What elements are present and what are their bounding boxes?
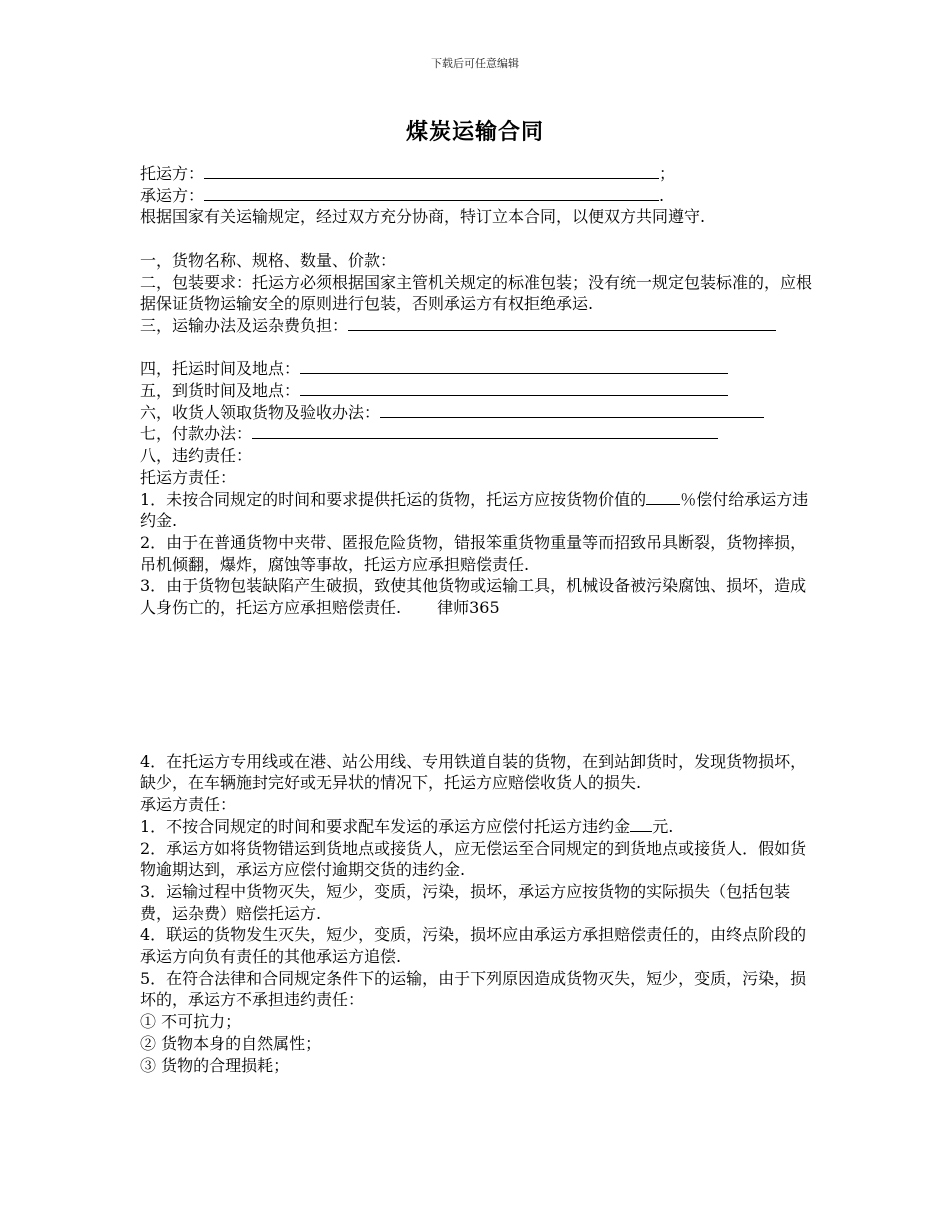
section-6-line <box>140 402 820 424</box>
carrier-liability-1-tail: 元. <box>652 816 674 836</box>
shipper-blank[interactable] <box>204 163 659 179</box>
penalty-amount-blank[interactable] <box>630 816 652 832</box>
exemption-item-2: ② 货物本身的自然属性； <box>140 1033 322 1053</box>
section-5: 五，到货时间及地点： <box>140 381 301 400</box>
carrier-end: . <box>659 185 665 205</box>
carrier-liability-3: 3．运输过程中货物灭失，短少，变质，污染，损坏，承运方应按货物的实际损失（包括包装费，运杂费）赔偿托运方. <box>140 881 791 923</box>
section-5-line <box>140 380 820 402</box>
carrier-line <box>140 185 820 207</box>
carrier-liability-1 <box>140 816 820 838</box>
exemption-item-3: ③ 货物的合理损耗； <box>140 1055 290 1075</box>
section-3-blank[interactable] <box>348 315 776 331</box>
section-7-blank[interactable] <box>252 423 718 439</box>
section-2: 二，包装要求：托运方必须根据国家主管机关规定的标准包装；没有统一规定包装标准的，应根据保证货物运输安全的原则进行包装，否则承运方有权拒绝承运. <box>140 272 813 314</box>
shipper-liability-heading: 托运方责任： <box>140 467 237 487</box>
section-7: 七，付款办法： <box>140 424 253 444</box>
watermark-text: 律师365 <box>437 598 500 618</box>
carrier-liability-4: 4．联运的货物发生灭失，短少，变质，污染，损坏应由承运方承担赔偿责任的，由终点阶段的承运方向负有责任的其他承运方追偿. <box>140 925 807 967</box>
section-4-blank[interactable] <box>300 358 728 374</box>
section-5-blank[interactable] <box>300 380 728 396</box>
exemption-item-1: ① 不可抗力； <box>140 1012 242 1032</box>
carrier-liability-heading: 承运方责任： <box>140 795 237 815</box>
section-3: 三，运输办法及运杂费负担： <box>140 315 349 335</box>
shipper-liability-1-tail: ％偿付给承运方违约金. <box>140 489 809 531</box>
shipper-liability-2: 2．由于在普通货物中夹带、匿报危险货物，错报笨重货物重量等而招致吊具断裂，货物摔损，吊机倾翻，爆炸，腐蚀等事故，托运方应承担赔偿责任. <box>140 532 807 574</box>
header-note: 下载后可任意编辑 <box>431 57 519 70</box>
shipper-liability-1-text: 1．未按合同规定的时间和要求提供托运的货物，托运方应按货物价值的 <box>140 489 647 509</box>
percentage-blank[interactable] <box>646 489 680 505</box>
section-4-line <box>140 358 820 380</box>
document-title: 煤炭运输合同 <box>405 119 544 145</box>
intro-paragraph: 根据国家有关运输规定，经过双方充分协商，特订立本合同，以便双方共同遵守. <box>140 207 706 227</box>
carrier-liability-5: 5．在符合法律和合同规定条件下的运输，由于下列原因造成货物灭失，短少，变质，污染，损坏的，承运方不承担违约责任： <box>140 968 807 1010</box>
section-3-line <box>140 315 820 337</box>
shipper-end: ； <box>659 164 676 183</box>
section-8: 八，违约责任： <box>140 446 253 466</box>
carrier-liability-1-text: 1．不按合同规定的时间和要求配车发运的承运方应偿付托运方违约金 <box>140 816 631 836</box>
section-7-line <box>140 423 820 445</box>
section-6: 六，收货人领取货物及验收办法： <box>140 402 381 422</box>
carrier-liability-2: 2．承运方如将货物错运到货地点或接货人，应无偿运至合同规定的到货地点或接货人．假如货物逾期达到，承运方应偿付逾期交货的违约金. <box>140 838 807 880</box>
shipper-liability-3 <box>140 575 820 618</box>
shipper-label: 托运方： <box>140 164 205 183</box>
section-1: 一，货物名称、规格、数量、价款： <box>140 250 397 270</box>
shipper-line <box>140 163 820 185</box>
shipper-liability-4: 4．在托运方专用线或在港、站公用线、专用铁道自装的货物，在到站卸货时，发现货物损坏，缺少，在车辆施封完好或无异状的情况下，托运方应赔偿收货人的损失. <box>140 751 807 793</box>
carrier-label: 承运方： <box>140 185 205 205</box>
section-6-blank[interactable] <box>380 402 764 418</box>
shipper-liability-1 <box>140 489 820 532</box>
section-4: 四，托运时间及地点： <box>140 359 301 379</box>
carrier-blank[interactable] <box>204 185 659 201</box>
shipper-liability-3-text: 3．由于货物包装缺陷产生破损，致使其他货物或运输工具，机械设备被污染腐蚀、损坏，造成人身伤亡的，托运方应承担赔偿责任. <box>140 576 807 618</box>
document-body <box>140 163 820 1076</box>
